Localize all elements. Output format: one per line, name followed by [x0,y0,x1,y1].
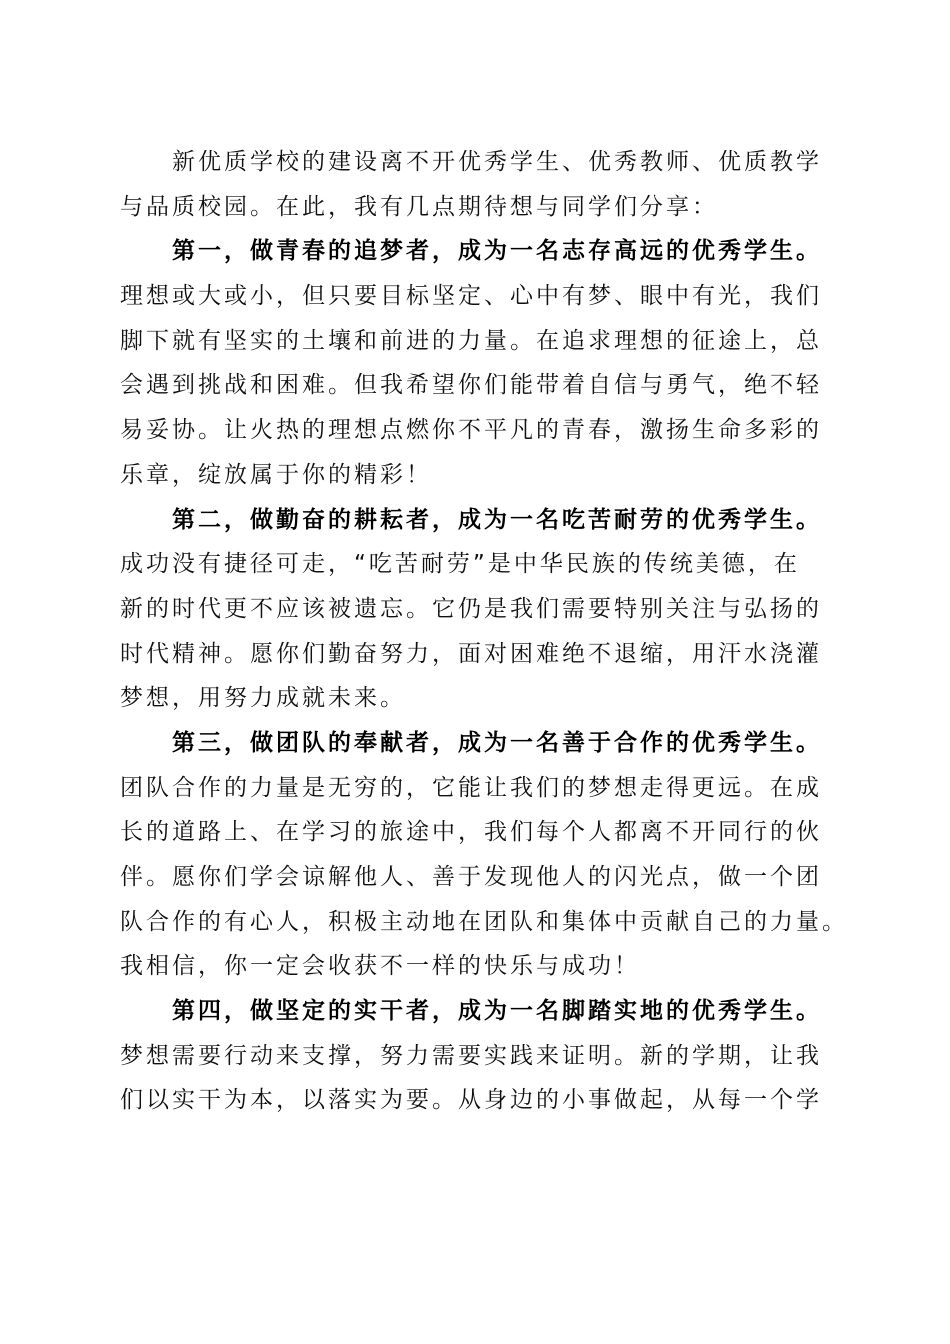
section-paragraph-2 [120,542,840,721]
heading-line: 第三，做团队的奉献者，成为一名善于合作的优秀学生。 [172,728,822,756]
heading-line: 第一，做青春的追梦者，成为一名志存高远的优秀学生。 [172,237,822,265]
section-heading-2 [120,498,840,543]
text-line: 脚下就有坚实的土壤和前进的力量。在追求理想的征途上，总 [120,327,822,354]
text-line: 团队合作的力量是无穷的，它能让我们的梦想走得更远。在成 [120,774,822,801]
text-line: 理想或大或小，但只要目标坚定、心中有梦、眼中有光，我们 [120,283,822,310]
text-line: 梦想，用努力成就未来。 [120,685,406,712]
text-line: 队合作的有心人，积极主动地在团队和集体中贡献自己的力量。 [120,908,848,935]
text-line: 成功没有捷径可走，“吃苦耐劳”是中华民族的传统美德，在 [120,551,800,578]
heading-line: 第二，做勤奋的耕耘者，成为一名吃苦耐劳的优秀学生。 [172,505,822,533]
section-heading-1 [120,229,840,274]
text-line: 会遇到挑战和困难。但我希望你们能带着自信与勇气，绝不轻 [120,372,822,399]
section-heading-3 [120,721,840,766]
text-line: 长的道路上、在学习的旅途中，我们每个人都离不开同行的伙 [120,819,822,846]
section-paragraph-1 [120,274,840,497]
text-line: 梦想需要行动来支撑，努力需要实践来证明。新的学期，让我 [120,1042,822,1069]
section-paragraph-3 [120,766,848,989]
text-line: 新优质学校的建设离不开优秀学生、优秀教师、优质教学 [172,149,822,175]
text-line: 们以实干为本，以落实为要。从身边的小事做起，从每一个学 [120,1087,822,1114]
text-line: 乐章，绽放属于你的精彩！ [120,461,432,488]
text-line: 我相信，你一定会收获不一样的快乐与成功！ [120,953,640,980]
section-paragraph-4 [120,1034,840,1123]
text-line: 与品质校园。在此，我有几点期待想与同学们分享： [120,193,718,220]
text-line: 新的时代更不应该被遗忘。它仍是我们需要特别关注与弘扬的 [120,595,822,622]
text-line: 时代精神。愿你们勤奋努力，面对困难绝不退缩，用汗水浇灌 [120,640,822,667]
document-body [120,140,848,1123]
text-line: 易妥协。让火热的理想点燃你不平凡的青春，激扬生命多彩的 [120,417,822,444]
intro-paragraph [120,140,840,229]
heading-line: 第四，做坚定的实干者，成为一名脚踏实地的优秀学生。 [172,997,822,1025]
section-heading-4 [120,989,840,1034]
text-line: 伴。愿你们学会谅解他人、善于发现他人的闪光点，做一个团 [120,864,822,890]
